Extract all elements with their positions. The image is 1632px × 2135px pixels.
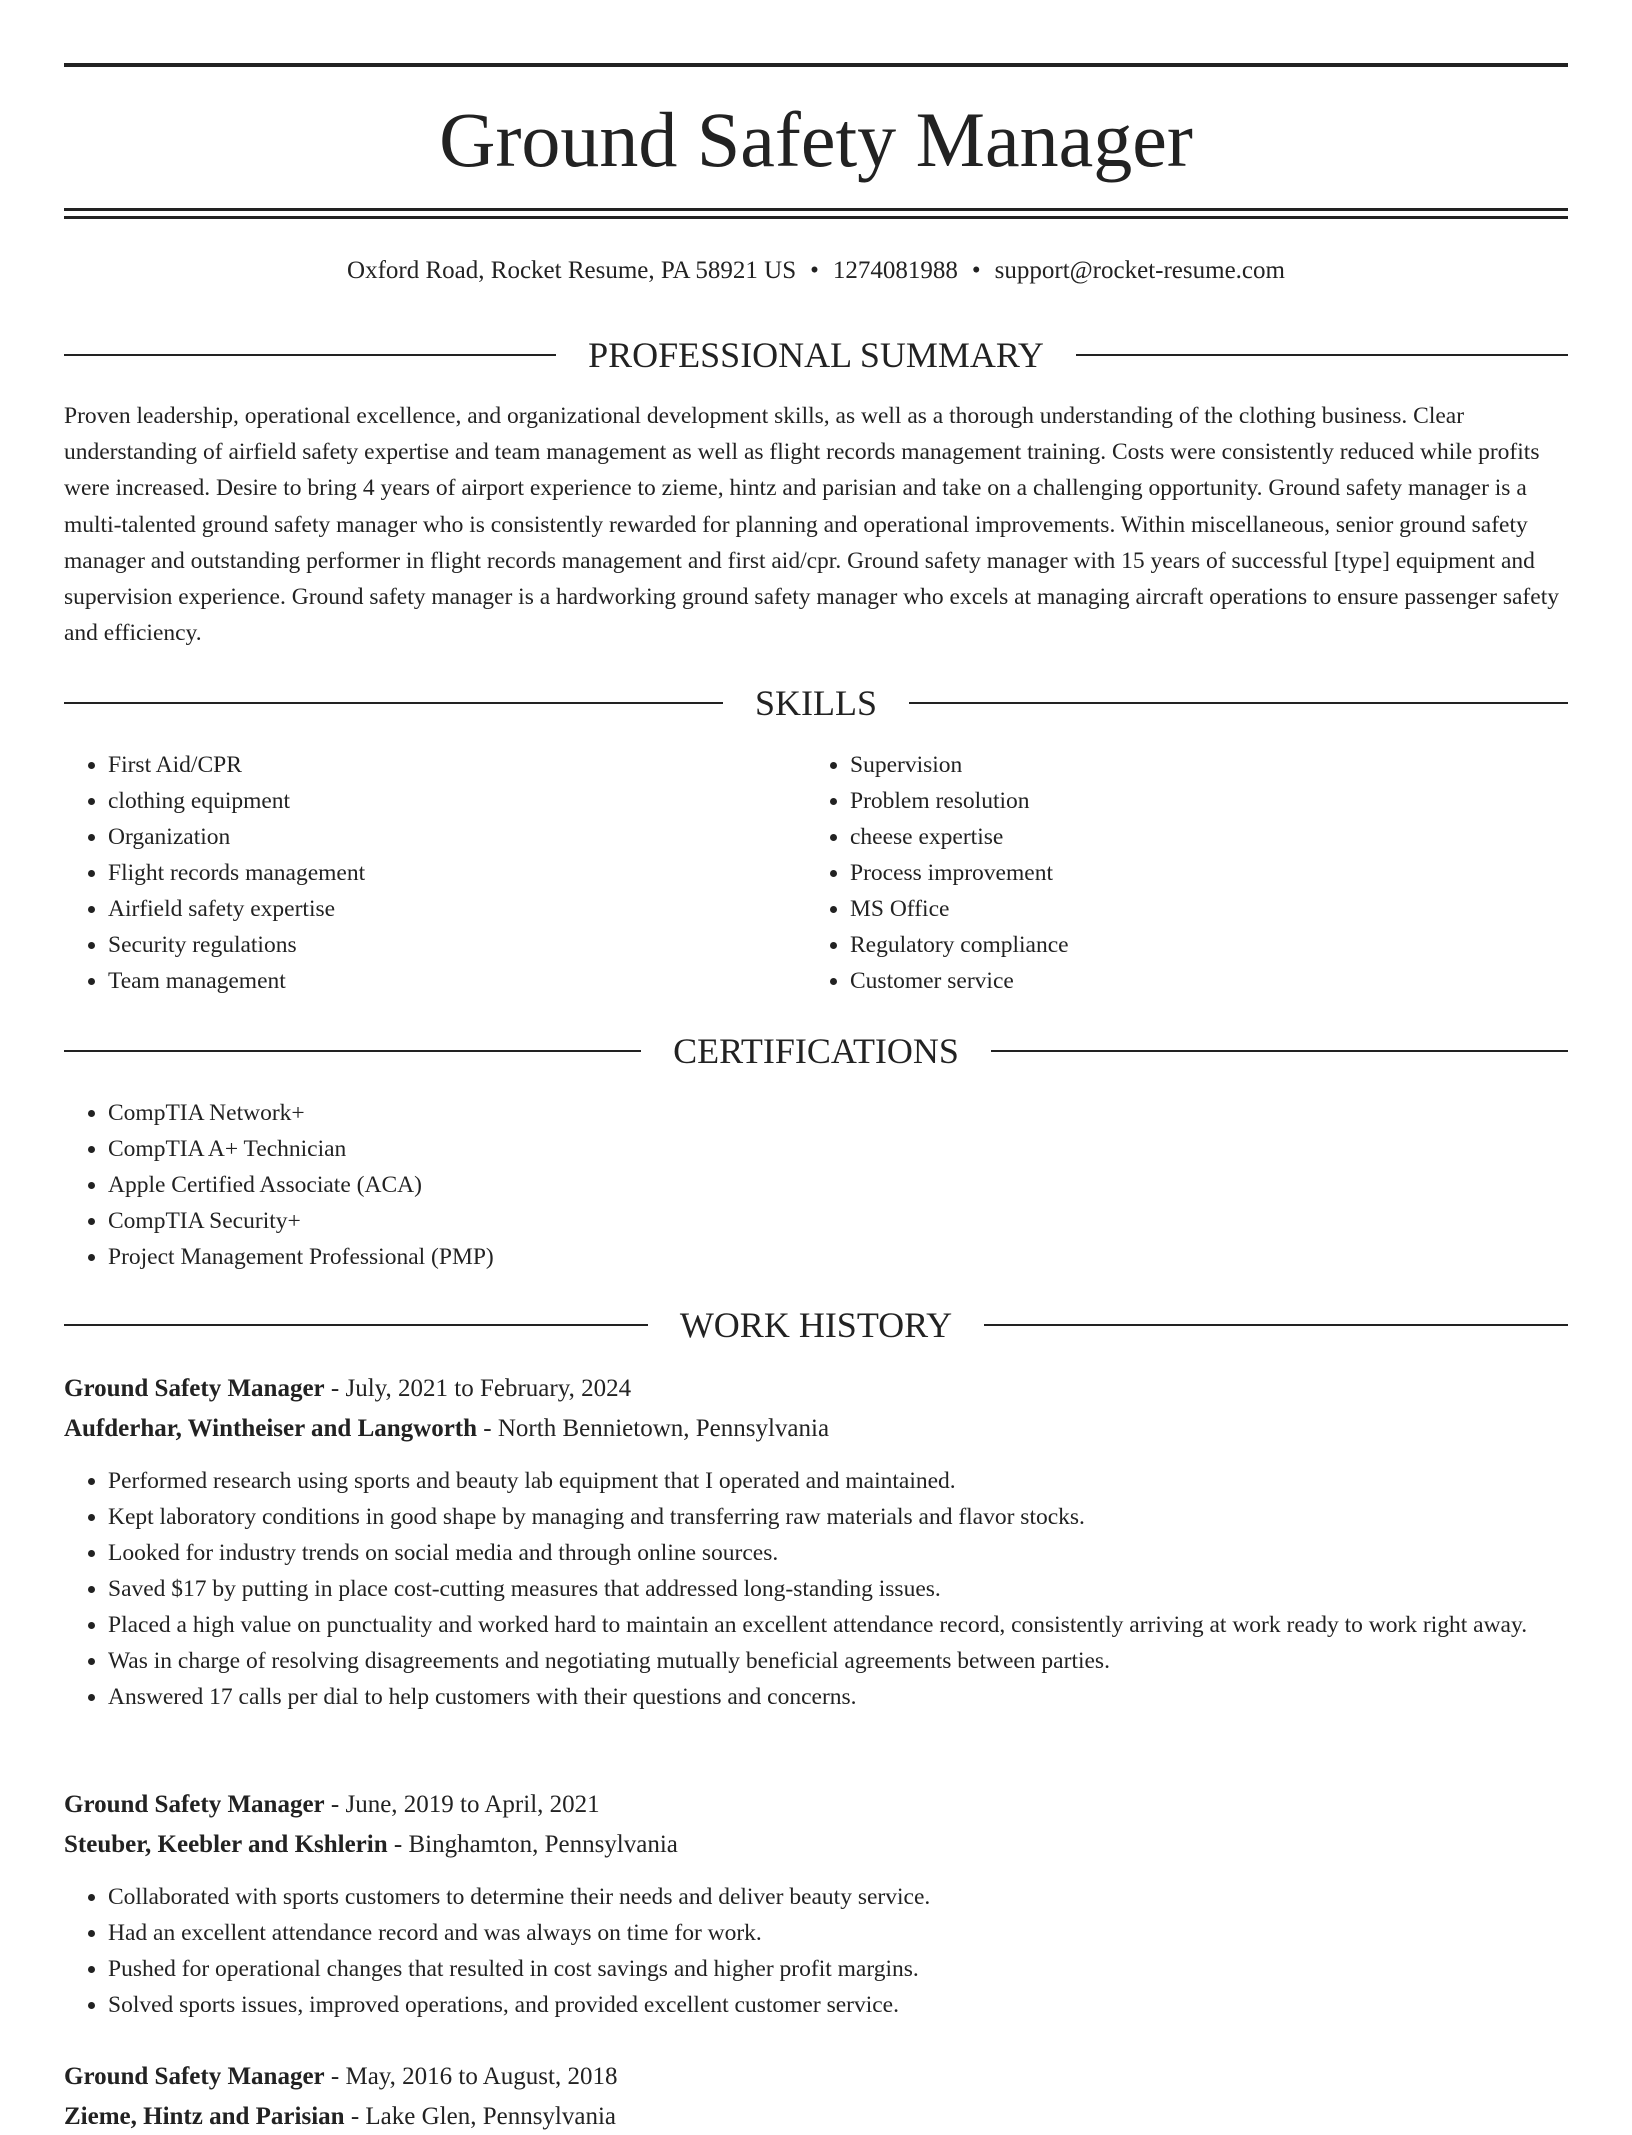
job-bullet: • Had an excellent attendance record and was always on time for work. (108, 1915, 1612, 1951)
skill-item: • MS Office (850, 891, 1550, 927)
skill-item: • Airfield safety expertise (108, 891, 808, 927)
certification-item: • Project Management Professional (PMP) (108, 1239, 1548, 1275)
job-bullet: • Pushed for operational changes that resulted in cost savings and higher profit margins. (108, 1951, 1612, 1987)
heading-rule-right (991, 1050, 1568, 1052)
work-history-section-heading (64, 1303, 1568, 1347)
job-location: - North Bennietown, Pennsylvania (477, 1415, 830, 1442)
job-bullet: • Saved $17 by putting in place cost-cutting measures that addressed long-standing issues. (108, 1571, 1612, 1607)
skill-item: • Supervision (850, 747, 1550, 783)
job-company: Aufderhar, Wintheiser and Langworth (64, 1415, 478, 1442)
summary-section-heading (64, 333, 1568, 377)
skill-item: • Problem resolution (850, 783, 1550, 819)
skills-list-left (64, 747, 808, 999)
skills-section-heading (64, 681, 1568, 725)
skill-item: • First Aid/CPR (108, 747, 808, 783)
summary-heading-text: PROFESSIONAL SUMMARY (588, 335, 1044, 375)
job-bullet: • Solved sports issues, improved operations, and provided excellent customer service. (108, 1987, 1612, 2023)
contact-phone: 1274081988 (832, 257, 958, 284)
contact-line (64, 254, 1568, 288)
job-company: Zieme, Hintz and Parisian (64, 2103, 345, 2130)
heading-rule-left (64, 702, 723, 704)
job-bullet: • Collaborated with sports customers to determine their needs and deliver beauty service. (108, 1879, 1612, 1915)
certifications-list (64, 1095, 1548, 1275)
job-title-line (64, 2059, 1568, 2095)
heading-rule-left (64, 1050, 641, 1052)
contact-email: support@rocket-resume.com (994, 257, 1285, 284)
job-bullet: • Kept laboratory conditions in good shape by managing and transferring raw materials and flavor stocks. (108, 1499, 1612, 1535)
skills-list-right (806, 747, 1550, 999)
job-title-line (64, 1371, 1568, 1407)
heading-rule-right (909, 702, 1568, 704)
skill-item: • clothing equipment (108, 783, 808, 819)
header-double-rule-bottom (64, 216, 1568, 219)
certifications-heading-text: CERTIFICATIONS (673, 1031, 959, 1071)
skill-item: • Flight records management (108, 855, 808, 891)
job-bullet: • Placed a high value on punctuality and worked hard to maintain an excellent attendance record, consistently arriving at work ready to work right away. (108, 1607, 1612, 1643)
job-company-line (64, 1827, 1568, 1863)
job-dates: - May, 2016 to August, 2018 (324, 2063, 618, 2090)
certification-item: • Apple Certified Associate (ACA) (108, 1167, 1548, 1203)
job-company-line (64, 1411, 1568, 1447)
job-company-line (64, 2099, 1568, 2135)
heading-rule-right (984, 1324, 1568, 1326)
job-bullet: • Answered 17 calls per dial to help customers with their questions and concerns. (108, 1679, 1612, 1715)
skills-heading-text: SKILLS (755, 683, 878, 723)
job-location: - Lake Glen, Pennsylvania (344, 2103, 617, 2130)
job-bullets (64, 1879, 1612, 2023)
job-bullets (64, 1463, 1612, 1715)
job-bullet: • Was in charge of resolving disagreements and negotiating mutually beneficial agreements between parties. (108, 1643, 1612, 1679)
contact-address: Oxford Road, Rocket Resume, PA 58921 US (347, 257, 797, 284)
skill-item: • Organization (108, 819, 808, 855)
certification-item: • CompTIA Network+ (108, 1095, 1548, 1131)
header-double-rule-top (64, 208, 1568, 211)
job-dates: - July, 2021 to February, 2024 (324, 1375, 632, 1402)
job-company: Steuber, Keebler and Kshlerin (64, 1831, 388, 1858)
skill-item: • Team management (108, 963, 808, 999)
heading-rule-left (64, 354, 556, 356)
skill-item: • cheese expertise (850, 819, 1550, 855)
skill-item: • Customer service (850, 963, 1550, 999)
job-dates: - June, 2019 to April, 2021 (324, 1791, 600, 1818)
heading-rule-right (1076, 354, 1568, 356)
job-title-line (64, 1787, 1568, 1823)
skill-item: • Security regulations (108, 927, 808, 963)
summary-paragraph: Proven leadership, operational excellence, and organizational development skills, as well as a thorough understanding of the clothing business. Clear understanding of airfield safety expertise and team management as well as flight records management training. Costs were consistently reduced while profits were increased. Desire to bring 4 years of airport experience to zieme, hintz and parisian and take on a challenging opportunity. Ground safety manager is a multi-talented ground safety manager who is consistently rewarded for planning and operational improvements. Within miscellaneous, senior ground safety manager and outstanding performer in flight records management and first aid/cpr. Ground safety manager with 15 years of successful [type] equipment and supervision experience. Ground safety manager is a hardworking ground safety manager who excels at managing aircraft operations to ensure passenger safety and efficiency. (64, 403, 1559, 647)
contact-separator: • (810, 257, 819, 284)
certifications-section-heading (64, 1029, 1568, 1073)
job-bullet: • Looked for industry trends on social media and through online sources. (108, 1535, 1612, 1571)
job-title: Ground Safety Manager (64, 1791, 325, 1818)
certification-item: • CompTIA Security+ (108, 1203, 1548, 1239)
job-title: Ground Safety Manager (64, 2063, 325, 2090)
job-bullet: • Performed research using sports and beauty lab equipment that I operated and maintained. (108, 1463, 1612, 1499)
job-title: Ground Safety Manager (64, 1375, 325, 1402)
skill-item: • Regulatory compliance (850, 927, 1550, 963)
header-top-rule (64, 63, 1568, 67)
resume-title: Ground Safety Manager (439, 96, 1193, 183)
work-history-heading-text: WORK HISTORY (679, 1305, 953, 1345)
certification-item: • CompTIA A+ Technician (108, 1131, 1548, 1167)
job-location: - Binghamton, Pennsylvania (387, 1831, 678, 1858)
contact-separator: • (971, 257, 981, 284)
heading-rule-left (64, 1324, 648, 1326)
skill-item: • Process improvement (850, 855, 1550, 891)
